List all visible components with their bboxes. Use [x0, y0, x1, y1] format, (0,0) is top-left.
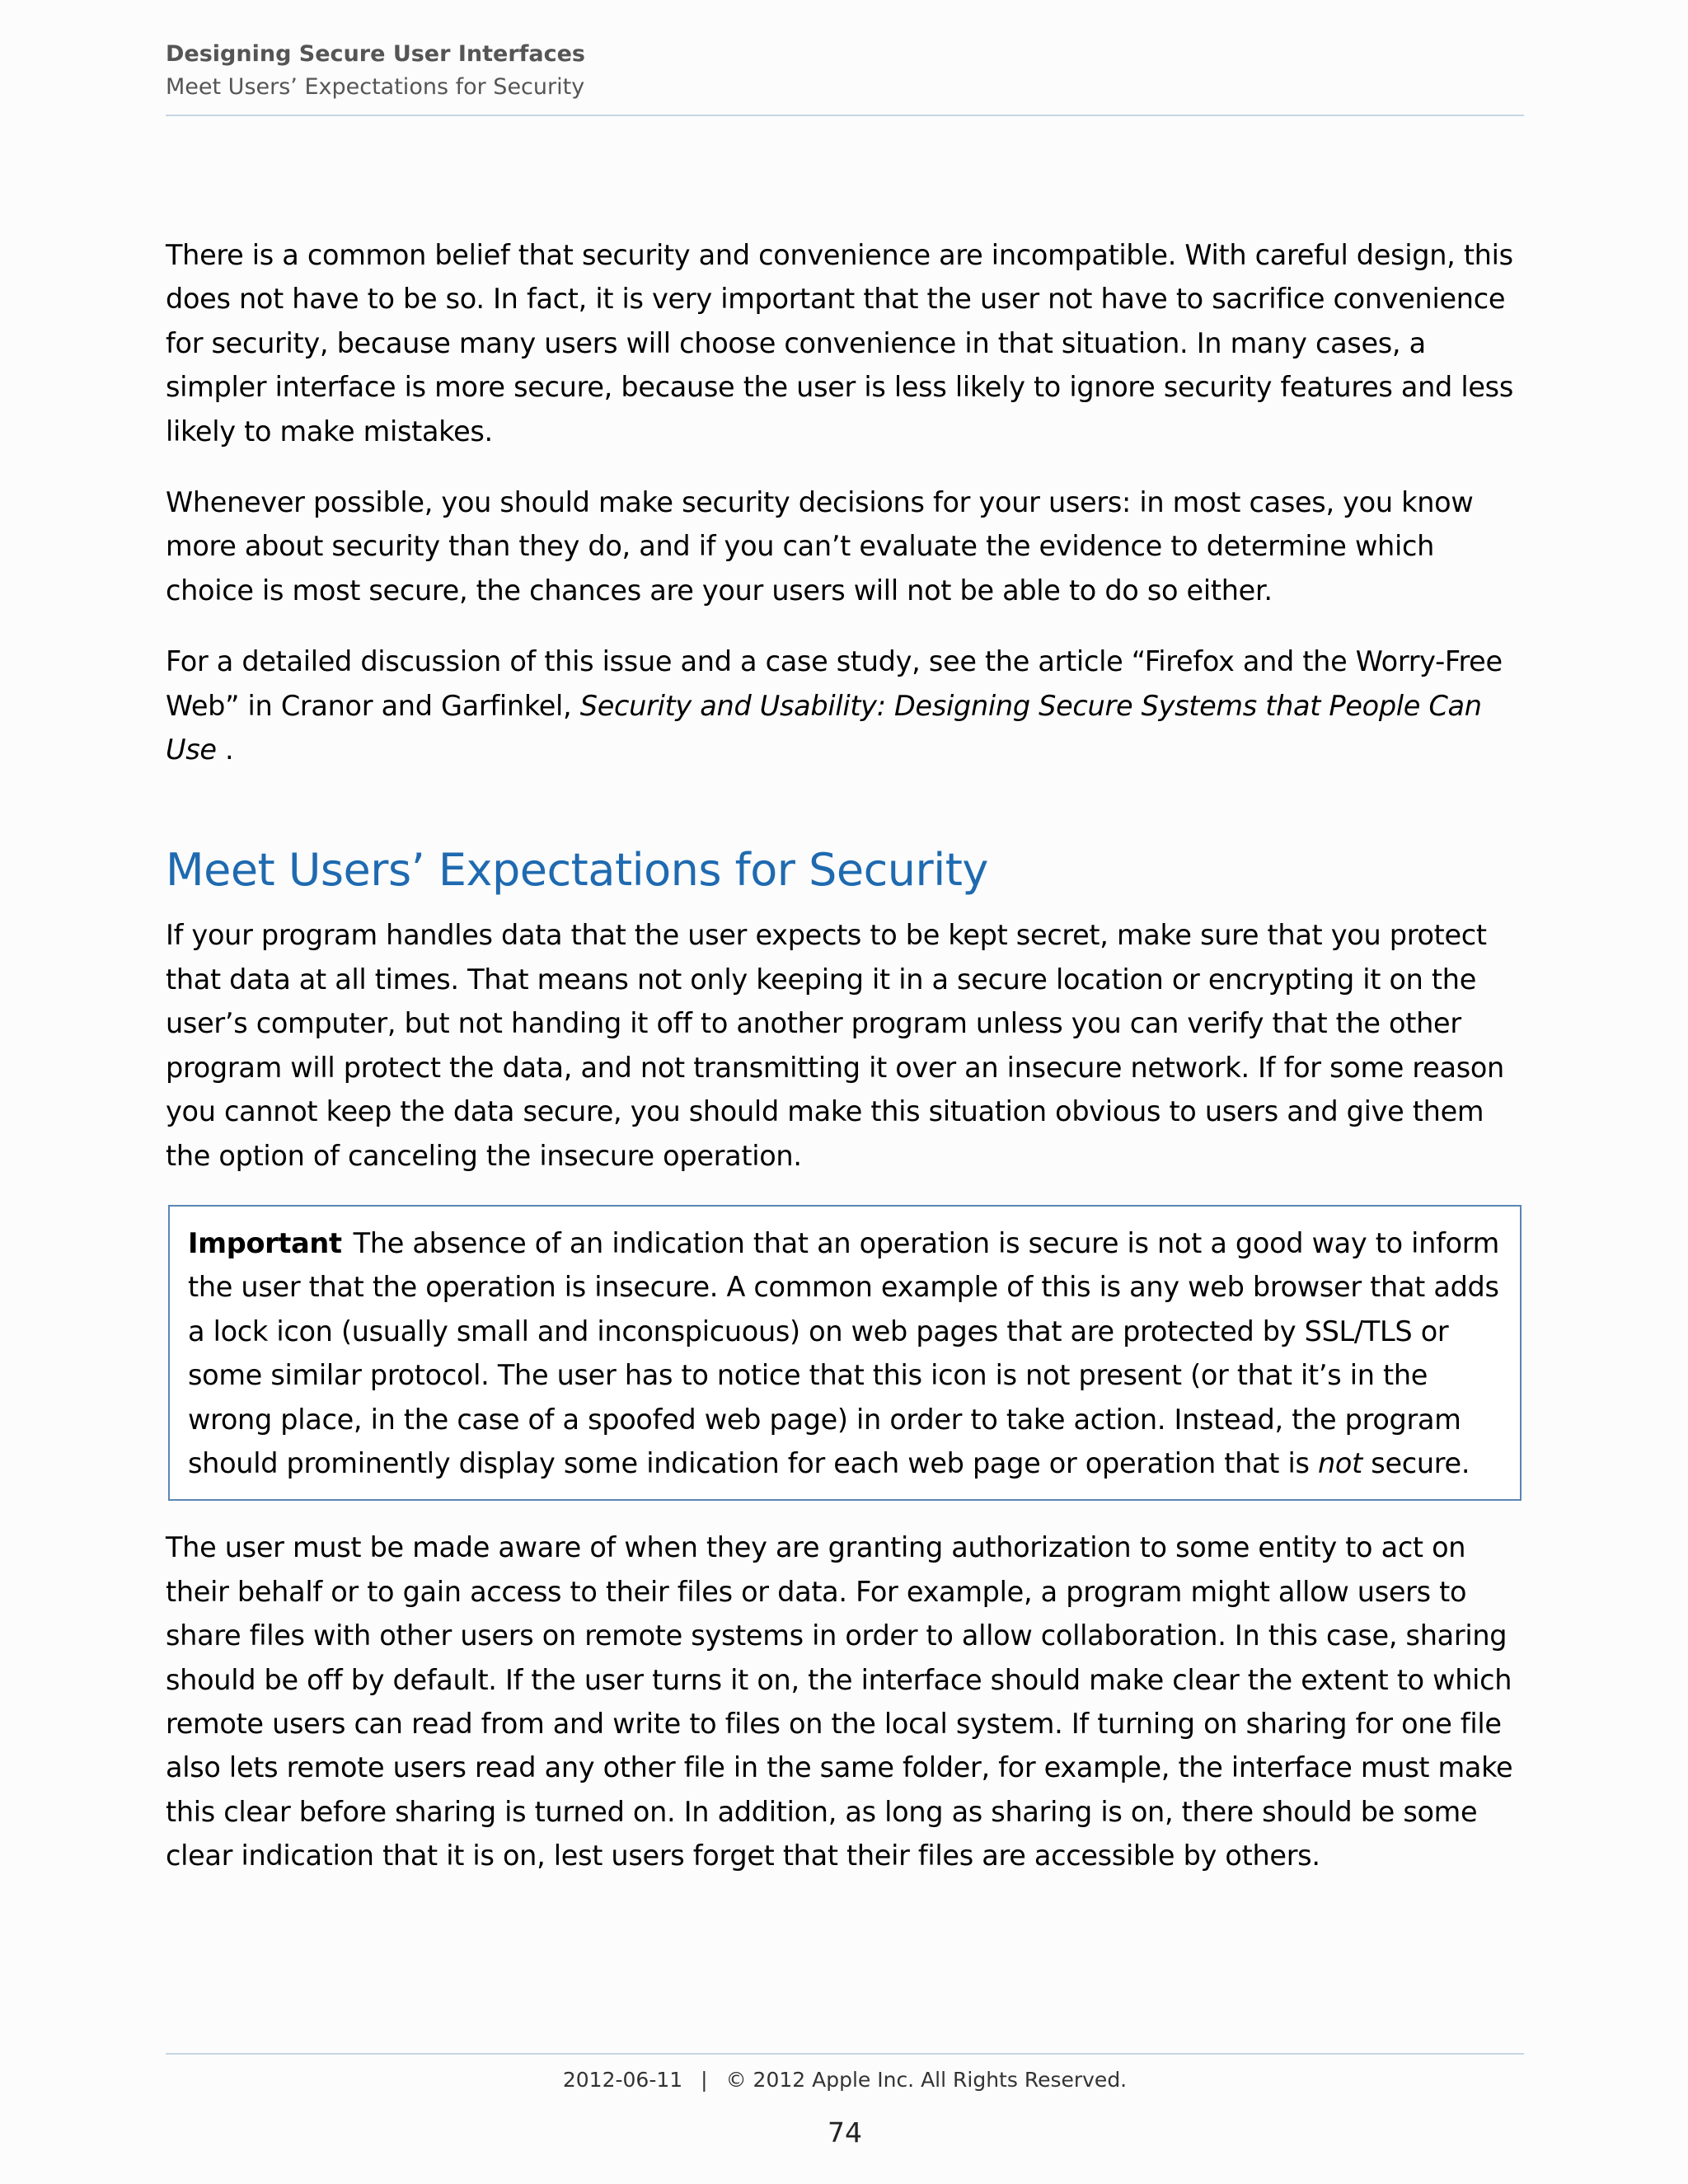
- intro-paragraph-2: Whenever possible, you should make security decisions for your users: in most cases, you know more about security than they do, and if you can’t evaluate the evidence to determine which choice is most secure, the chances are your users will not be able to do so either.: [166, 486, 1474, 607]
- page-number: 74: [828, 2116, 862, 2149]
- footer-date: 2012-06-11: [562, 2068, 683, 2092]
- citation-suffix: .: [225, 733, 234, 766]
- important-body: The absence of an indication that an operation is secure is not a good way to inform the user that the operation is insecure. A common example of this is any web browser that adds a lock icon (usually small and inconspicuous) on web pages that are protected by SSL/TLS or some similar protocol. The user has to notice that this icon is not present (or that it’s in the wrong place, in the case of a spoofed web page) in order to take action. Instead, the program should prominently display some indication for each web page or operation that is: [188, 1226, 1500, 1479]
- page-content: [166, 233, 1526, 1905]
- intro-paragraph-3: [166, 640, 1526, 771]
- important-label: Important: [188, 1226, 342, 1259]
- citation-prefix: For a detailed discussion of this issue and a case study, see the article “Firefox and the Worry-Free Web” in Cranor and Garfinkel,: [166, 645, 1503, 722]
- footer: [166, 2065, 1524, 2095]
- footer-separator: |: [701, 2068, 708, 2092]
- important-body-end: secure.: [1362, 1446, 1470, 1479]
- section-paragraph-2: The user must be made aware of when they are granting authorization to some entity to act on their behalf or to gain access to their files or data. For example, a program might allow users to share files with other users on remote systems in order to allow collaboration. In this case, sharing should be off by default. If the user turns it on, the interface should make clear the extent to which remote users can read from and write to files on the local system. If turning on sharing for one file also lets remote users read any other file in the same folder, for example, the interface must make this clear before sharing is turned on. In addition, as long as sharing is on, there should be some clear indication that it is on, lest users forget that their files are accessible by others.: [166, 1531, 1513, 1872]
- book-title: Security and Usability: Designing Secure Systems that People Can Use: [166, 689, 1482, 766]
- header-divider: [166, 115, 1524, 116]
- intro-paragraph-1: There is a common belief that security and convenience are incompatible. With careful design, this does not have to be so. In fact, it is very important that the user not have to sacrifice convenience for security, because many users will choose convenience in that situation. In many cases, a simpler interface is more secure, because the user is less likely to ignore security features and less likely to make mistakes.: [166, 239, 1513, 448]
- important-callout-text: [188, 1221, 1503, 1485]
- important-callout: [168, 1205, 1522, 1501]
- footer-divider: [166, 2053, 1524, 2055]
- important-emphasis: not: [1317, 1446, 1362, 1479]
- running-header: [166, 38, 1524, 104]
- footer-copyright: © 2012 Apple Inc. All Rights Reserved.: [725, 2068, 1128, 2092]
- section-paragraph-1: If your program handles data that the user expects to be kept secret, make sure that you protect that data at all times. That means not only keeping it in a secure location or encrypting it on the user’s computer, but not handing it off to another program unless you can verify that the other program will protect the data, and not transmitting it over an insecure network. If for some reason you cannot keep the data secure, you should make this situation obvious to users and give them the option of canceling the insecure operation.: [166, 919, 1504, 1172]
- section-heading: Meet Users’ Expectations for Security: [166, 844, 988, 897]
- chapter-title: Meet Users’ Expectations for Security: [166, 74, 585, 100]
- document-title: Designing Secure User Interfaces: [166, 41, 585, 67]
